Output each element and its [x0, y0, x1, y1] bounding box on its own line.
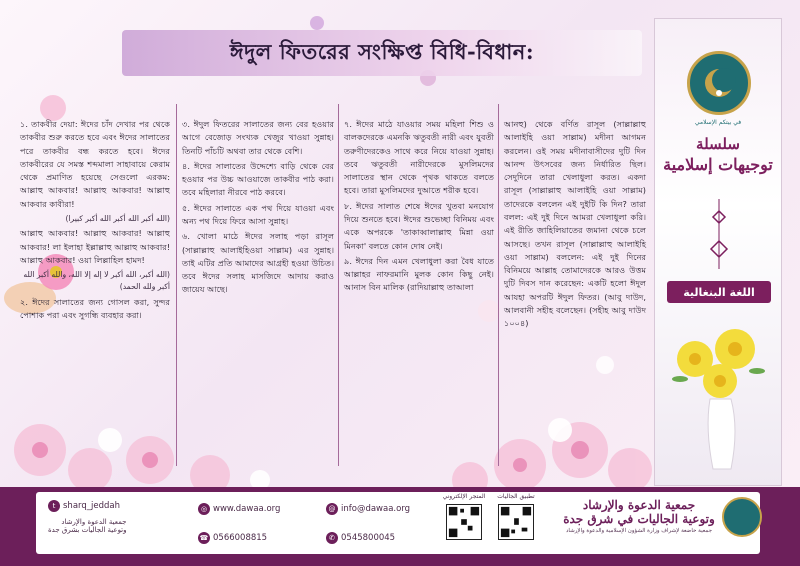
- qr-label-app: تطبيق الجاليات: [497, 493, 535, 500]
- rule-5-text: ৫. ঈদের সালাতে এক পথ দিয়ে যাওয়া এবং অন্য পথ দিয়ে ফিরে আসা সুন্নাহ।: [182, 202, 334, 226]
- rules-column-2: [182, 118, 334, 463]
- footer-logo: [722, 497, 762, 537]
- association-logo: [687, 51, 751, 115]
- series-title-line-1: سلسلة: [696, 135, 740, 153]
- association-name-line-2: وتوعية الجاليات في شرق جدة: [563, 512, 715, 526]
- series-title: [655, 135, 781, 174]
- rule-9-text-cont: আনহু) থেকে বর্ণিত রাসূল (সাল্লাল্লাহু আলাইহি ওয়া সাল্লাম) মদীনা আগমন করলেন। ওই সময় মদীনাবাসীদের দুটি দিন আনন্দ উৎসবের জন্য নির্ধারিত ছিল। সেদুদিনে তারা খেলাধুলা করত। একদা রাসূল (সাল্লাল্লাহু আলাইহি ওয়া সাল্লাম) তাদেরকে বললেন এই দুইটি কি দিন? তারা বলল: এই দুই দিনে আমরা খেলাধুলা করি। এই রীতি জাহিলিয়াতের জমানা থেকে চলে আসছে। তখন রাসূল (সাল্লাল্লাহু আলাইহি ওয়া সাল্লাম) বললেন: এই দুই দিনের বিনিময়ে আল্লাহ তোমাদেরকে আরও উত্তম দুটি দিবস দান করেছেন: একটি হলো ঈদুল আযহা অপরটি ঈদুল ফিতর। (আবু দাউদ, আলবানী সহীহ বলেছেন। (সহীহ আবু দাউদ ১০০৪): [504, 119, 646, 329]
- rule-1-text: ১. তাকবীর দেয়া: ঈদের চাঁদ দেখার পর থেকে তাকবীর শুরু করতে হবে এবং ঈদের সালাতের পরে তাকবীর বন্ধ করতে হবে। ঈদের তাকবীরের যে সমস্ত শব্দমালা সাহাবায়ে কেরাম থেকে প্রমাণিত হয়েছে সেগুলো এরকম: আল্লাহু আকবার! আল্লাহু আকবার! আল্লাহু আকবার কাবীরা!: [20, 119, 170, 209]
- org-name-arabic: جمعية الدعوة والإرشاد وتوعية الجاليات بشرق جدة: [48, 518, 127, 534]
- globe-icon: ◎: [198, 503, 210, 515]
- rule-7-text: ৭. ঈদের মাঠে যাওয়ার সময় মহিলা শিশু ও বালকদেরকে এমনকি ঋতুবতী নারী এবং যুবতী তরুণীদেরকেও সাথে করে নিয়ে যাওয়া সুন্নাহ। তবে ঋতুবতী নারীদেরকে মুসলিমদের সালাতের স্থান থেকে পৃথক থাকতে বলতে হবে। তারা মুসলিমদের দুআতে শরীক হবে।: [344, 119, 494, 196]
- rule-1-arabic: (الله أكبر الله أكبر الله أكبر كبيرا): [65, 213, 170, 223]
- bokeh-decoration: [310, 16, 324, 30]
- vase-with-flowers-image: [665, 319, 775, 479]
- rule-8-text: ৮. ঈদের সালাত শেষে ঈদের খুতবা মনযোগ দিয়ে শুনতে হবে। ঈদের শুভেচ্ছা বিনিময় এবং একে অপরকে 'তাকাব্বালাল্লাহু মিন্না ওয়া মিনকা' বলতে কোন দোষ নেই।: [344, 200, 494, 251]
- phone-2[interactable]: ✆ 0545800045: [326, 532, 395, 544]
- association-name-line-1: جمعية الدعوة والإرشاد: [582, 498, 696, 512]
- email-icon: @: [326, 503, 338, 515]
- title-banner: [122, 30, 642, 76]
- series-panel: [654, 18, 782, 486]
- rules-column-1: [20, 118, 170, 463]
- qr-code-store[interactable]: [446, 504, 482, 540]
- crescent-emblem-icon: [699, 63, 739, 103]
- rule-9-text: ৯. ঈদের দিন এমন খেলাধুলা করা বৈধ যাতে আল্লাহর নাফরমানি মুলক কোন কিছু নেই। আনাস বিন মালিক (রাদিয়াল্লাহু তাআলা: [344, 255, 494, 293]
- column-divider: [498, 104, 499, 466]
- phone-1[interactable]: ☎ 0566008815: [199, 533, 268, 543]
- page-title: ঈদুল ফিতরের সংক্ষিপ্ত বিধি-বিধান:: [229, 38, 535, 64]
- website-link[interactable]: ◎ www.dawaa.org: [198, 503, 280, 515]
- association-name-line-3: جمعية خاضعة لإشراف وزارة الشؤون الإسلامية والدعوة والإرشاد: [565, 528, 713, 534]
- social-icons: t: [48, 500, 60, 512]
- rule-3-text: ৩. ঈদুল ফিতরের সালাতের জন্য বের হওয়ার আগে বেজোড় সংখ্যক খেজুর খাওয়া সুন্নাহ। তিনটি পাঁচটি অথবা তার থেকে বেশি।: [182, 119, 334, 156]
- qr-code-app[interactable]: [498, 504, 534, 540]
- column-divider: [176, 104, 177, 466]
- rule-1-arabic-2: (الله أكبر، الله أكبر لا إله إلا الله، والله أكبر الله أكبر ولله الحمد): [23, 270, 170, 292]
- rules-column-3: [344, 118, 494, 463]
- rule-6-text: ৬. খোলা মাঠে ঈদের সলাহ পড়া রাসূল (সাল্লাল্লাহু আলাইহিওয়া সাল্লাম) এর সুন্নাহ। তাই এটির প্রতি আমাদের আগ্রহী হওয়া উচিত। তবে ঈদের সলাহ মাসজিদে আদায় করাও জায়েয আছে।: [182, 231, 334, 295]
- language-badge: اللغة البنغالية: [667, 281, 771, 303]
- ornament-icon: [703, 199, 735, 269]
- qr-label-store: المتجر الإلكتروني: [442, 493, 486, 500]
- rule-1-text-cont: আল্লাহু আকবার! আল্লাহু আকবার! আল্লাহু আকবার! লা ইলাহা ইল্লাল্লাহু আল্লাহু আকবার! আল্লাহু আকবার! ওয়া লিল্লাহিল হামদ!: [20, 228, 170, 265]
- column-divider: [338, 104, 339, 466]
- association-name: [556, 498, 722, 534]
- email-link[interactable]: @ info@dawaa.org: [326, 503, 410, 515]
- phone-icon: ☎: [198, 532, 210, 544]
- twitter-handle[interactable]: t sharq_jeddah: [48, 500, 120, 512]
- rules-column-4: [504, 118, 646, 463]
- rule-4-text: ৪. ঈদের সালাতের উদ্দেশ্যে বাড়ি থেকে বের হওয়ার পর উচ্চ আওয়াজে তাকবীর পাঠ করা। তবে মহিলারা নীরবে পাঠ করবে।: [182, 160, 334, 198]
- rule-2-text: ২. ঈদের সালাতের জন্য গোসল করা, সুন্দর পোশাক পরা এবং সুগন্ধি ব্যবহার করা।: [20, 296, 170, 320]
- whatsapp-icon: ✆: [326, 532, 338, 544]
- series-title-line-2: توجيهات إسلامية: [663, 155, 773, 174]
- logo-caption: في بيتكم الإسلامي: [694, 119, 742, 126]
